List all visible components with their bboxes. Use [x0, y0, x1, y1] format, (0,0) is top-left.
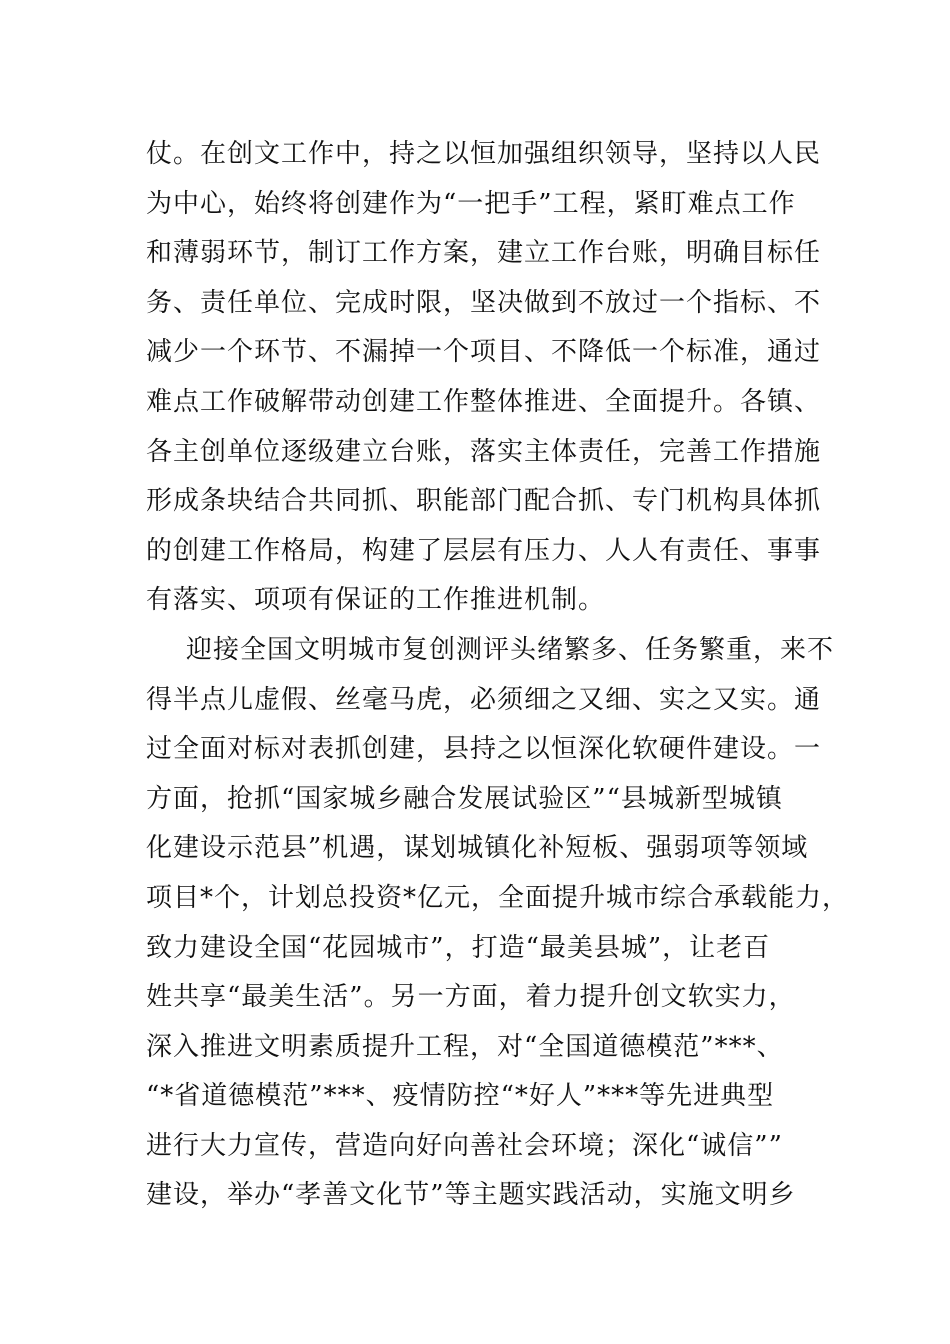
text-line: 形成条块结合共同抓、职能部门配合抓、专门机构具体抓 — [146, 486, 822, 517]
text-line: 为中心，始终将创建作为“一把手”工程，紧盯难点工作 — [146, 188, 796, 219]
text-line: 进行大力宣传，营造向好向善社会环境；深化“诚信”” — [146, 1130, 783, 1161]
text-line: 务、责任单位、完成时限，坚决做到不放过一个指标、不 — [146, 287, 822, 318]
text-line: 过全面对标对表抓创建，县持之以恒深化软硬件建设。一 — [146, 734, 822, 765]
text-line: 方面，抢抓“国家城乡融合发展试验区”“县城新型城镇 — [146, 783, 783, 814]
text-line: 化建设示范县”机遇，谋划城镇化补短板、强弱项等领域 — [146, 833, 809, 864]
text-line: 致力建设全国“花园城市”，打造“最美县城”，让老百 — [146, 932, 771, 963]
text-line: 仗。在创文工作中，持之以恒加强组织领导，坚持以人民 — [146, 139, 822, 169]
text-line: 难点工作破解带动创建工作整体推进、全面提升。各镇、 — [146, 386, 822, 417]
text-line: 得半点儿虚假、丝毫马虎，必须细之又细、实之又实。通 — [146, 684, 822, 715]
text-line: 姓共享“最美生活”。另一方面，着力提升创文软实力， — [146, 982, 796, 1013]
text-line: “*省道德模范”***、疫情防控“*好人”***等先进典型 — [146, 1081, 775, 1112]
text-line: 和薄弱环节，制订工作方案，建立工作台账，明确目标任 — [146, 238, 822, 269]
text-line: 各主创单位逐级建立台账，落实主体责任，完善工作措施 — [146, 436, 822, 467]
text-line: 迎接全国文明城市复创测评头绪繁多、任务繁重，来不 — [186, 634, 835, 665]
text-line: 建设，举办“孝善文化节”等主题实践活动，实施文明乡 — [146, 1180, 796, 1211]
text-line: 有落实、项项有保证的工作推进机制。 — [146, 585, 606, 616]
paragraph-2 — [146, 626, 850, 1221]
text-line: 深入推进文明素质提升工程，对“全国道德模范”***、 — [146, 1031, 784, 1062]
text-line: 减少一个环节、不漏掉一个项目、不降低一个标准，通过 — [146, 337, 822, 368]
body-text — [146, 130, 850, 1221]
paragraph-1 — [146, 130, 826, 626]
text-line: 的创建工作格局，构建了层层有压力、人人有责任、事事 — [146, 535, 822, 566]
text-line: 项目*个，计划总投资*亿元，全面提升城市综合承载能力， — [146, 882, 850, 913]
